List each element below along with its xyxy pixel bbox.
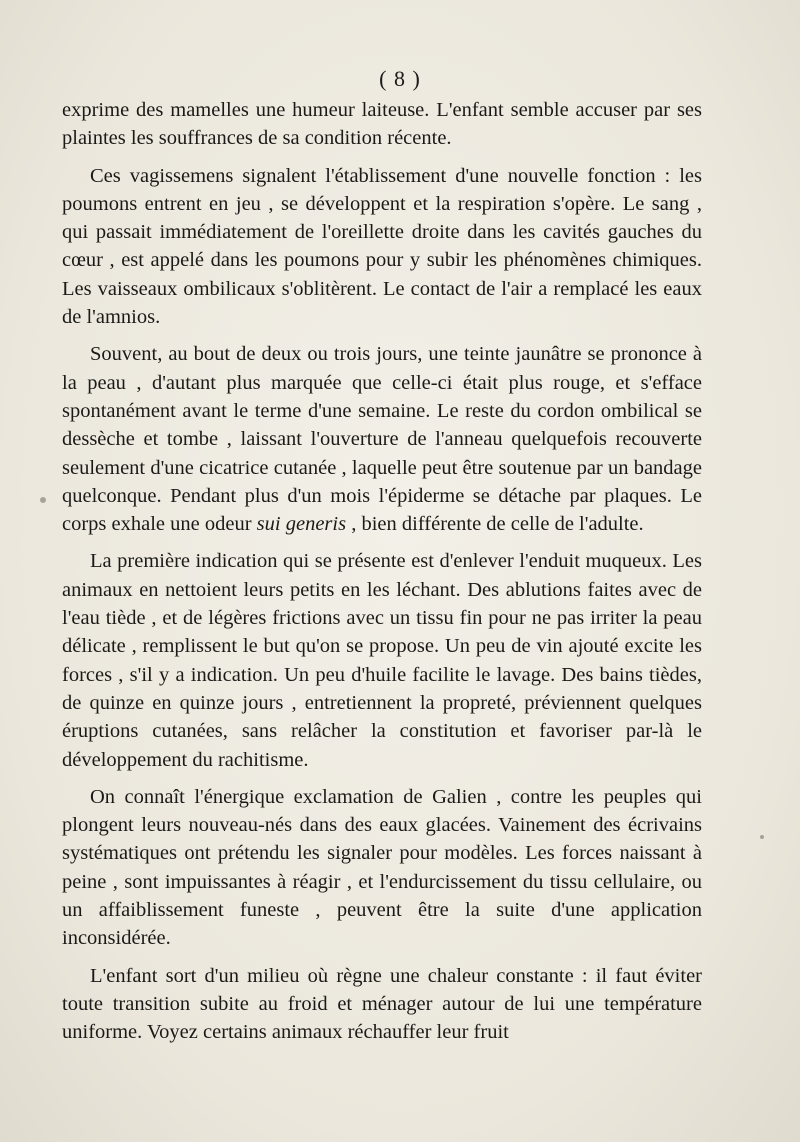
body-text bbox=[62, 96, 702, 1047]
paragraph-temperature: L'enfant sort d'un milieu où règne une chaleur constante : il faut éviter toute transition subite au froid et ménager autour de lui une température uniforme. Voyez certains animaux réchauffer leur fruit bbox=[62, 964, 702, 1044]
paragraph-jaundice-text-before: Souvent, au bout de deux ou trois jours, une teinte jaunâtre se prononce à la peau , d'autant plus marquée que celle-ci était plus rouge, et s'efface spontanément avant le terme d'une semaine. Le reste du cordon ombilical se dessèche et tombe , laissant l'ouverture de l'anneau quelquefois recouverte seulement d'une cicatrice cutanée , laquelle peut être soutenue par un bandage quelconque. Pendant plus d'un mois l'épiderme se détache par plaques. Le corps exhale une odeur bbox=[62, 343, 702, 536]
paragraph-galien: On connaît l'énergique exclamation de Galien , contre les peuples qui plongent leurs nouveau-nés dans des eaux glacées. Vainement des écrivains systématiques ont prétendu les signaler pour modèles. Les forces naissant à peine , sont impuissantes à réagir , et l'endurcissement du tissu cellulaire, ou un affaiblissement funeste , peuvent être la suite d'une application inconsidérée. bbox=[62, 785, 702, 950]
paragraph-respiration: Ces vagissemens signalent l'établissement d'une nouvelle fonction : les poumons entrent en jeu , se développent et la respiration s'opère. Le sang , qui passait immédiatement de l'oreillette droite dans les cavités gauches du cœur , est appelé dans les poumons pour y subir les phénomènes chimiques. Les vaisseaux ombilicaux s'oblitèrent. Le contact de l'air a remplacé les eaux de l'amnios. bbox=[62, 164, 702, 329]
paragraph-continuation: exprime des mamelles une humeur laiteuse. L'enfant semble accuser par ses plaintes les souffrances de sa condition récente. bbox=[62, 99, 702, 150]
ink-speck bbox=[40, 497, 46, 503]
paragraph-jaundice-text-after: , bien différente de celle de l'adulte. bbox=[346, 513, 644, 536]
latin-phrase: sui generis bbox=[256, 513, 347, 536]
page-number: ( 8 ) bbox=[379, 66, 421, 91]
ink-speck bbox=[760, 835, 764, 839]
paragraph-jaundice bbox=[62, 340, 702, 538]
paragraph-first-indication: La première indication qui se présente est d'enlever l'enduit muqueux. Les animaux en nettoient leurs petits en les léchant. Des ablutions faites avec de l'eau tiède , et de légères frictions avec un tissu fin pour ne pas irriter la peau délicate , remplissent le but qu'on se propose. Un peu de vin ajouté excite les forces , s'il y a indication. Un peu d'huile facilite le lavage. Des bains tièdes, de quinze en quinze jours , entretiennent la propreté, préviennent quelques éruptions cutanées, sans relâcher la constitution et favoriser par-là le développement du rachitisme. bbox=[62, 550, 702, 771]
